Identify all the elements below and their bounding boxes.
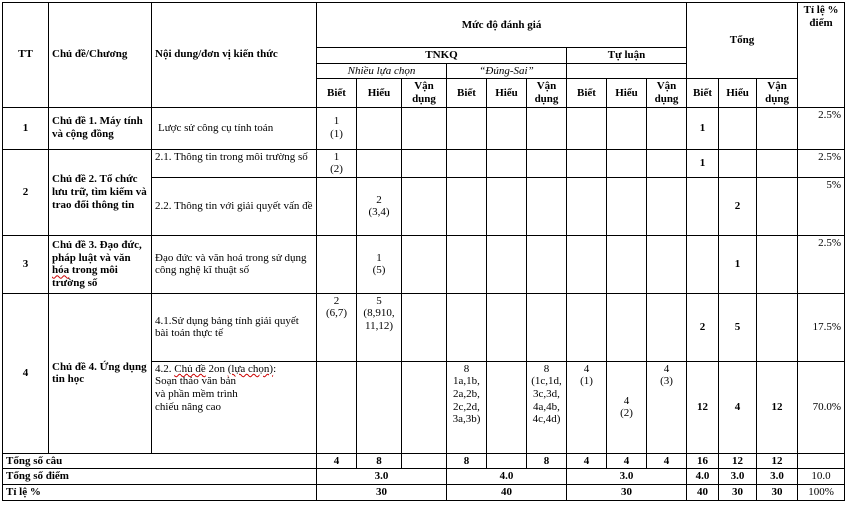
cell-nlc-biet: 1 (1) bbox=[317, 107, 357, 149]
cell-tong-hieu: 1 bbox=[719, 235, 757, 293]
total-row bbox=[3, 485, 845, 501]
header-noi-dung: Nội dung/đơn vị kiến thức bbox=[152, 3, 317, 108]
assessment-matrix-table bbox=[2, 2, 845, 501]
row-topic: Chủ đề 1. Máy tính và cộng đồng bbox=[49, 107, 152, 149]
header-tl-van-dung: Vận dụng bbox=[647, 79, 687, 107]
header-ds-van-dung: Vận dụng bbox=[527, 79, 567, 107]
header-tong-van-dung: Vận dụng bbox=[757, 79, 798, 107]
cell-nlc-biet: 1 (2) bbox=[317, 149, 357, 177]
spellcheck-flag: (lựa chọn) bbox=[227, 362, 274, 375]
cell-tong-van-dung: 12 bbox=[757, 361, 798, 453]
row-tt: 3 bbox=[3, 235, 49, 293]
cell-ti-le: 70.0% bbox=[798, 361, 845, 453]
cell-ti-le: 2.5% bbox=[798, 149, 845, 177]
total-cell: 4.0 bbox=[447, 469, 567, 485]
total-label: Tổng số câu bbox=[3, 453, 317, 469]
total-cell: 100% bbox=[798, 485, 845, 501]
spellcheck-flag: Chủ đề bbox=[174, 362, 206, 375]
cell-ti-le: 17.5% bbox=[798, 293, 845, 361]
header-tl-biet: Biết bbox=[567, 79, 607, 107]
cell-tong-hieu: 4 bbox=[719, 361, 757, 453]
row-content: 2.1. Thông tin trong môi trường số bbox=[152, 149, 317, 177]
total-row bbox=[3, 469, 845, 485]
total-cell: 4.0 bbox=[687, 469, 719, 485]
total-label: Tổng số điểm bbox=[3, 469, 317, 485]
total-cell: 3.0 bbox=[317, 469, 447, 485]
total-cell: 30 bbox=[719, 485, 757, 501]
total-cell: 30 bbox=[317, 485, 447, 501]
total-row bbox=[3, 453, 845, 469]
header-tu-luan-blank bbox=[567, 63, 687, 79]
row-content: 4.1.Sử dụng bảng tính giải quyết bài toán thực tế bbox=[152, 293, 317, 361]
header-tong-hieu: Hiểu bbox=[719, 79, 757, 107]
total-cell: 8 bbox=[357, 453, 402, 469]
cell-nlc-hieu: 5 (8,910, 11,12) bbox=[357, 293, 402, 361]
cell-ti-le: 2.5% bbox=[798, 235, 845, 293]
row-topic: Chủ đề 3. Đạo đức, pháp luật và văn hóa trong môi trường số bbox=[49, 235, 152, 293]
header-muc-do: Mức độ đánh giá bbox=[317, 3, 687, 48]
total-cell: 40 bbox=[687, 485, 719, 501]
row-topic: Chủ đề 2. Tổ chức lưu trữ, tìm kiếm và trao đổi thông tin bbox=[49, 149, 152, 235]
cell-tong-biet: 12 bbox=[687, 361, 719, 453]
total-cell: 4 bbox=[567, 453, 607, 469]
header-tt: TT bbox=[3, 3, 49, 108]
cell-tong-hieu: 2 bbox=[719, 177, 757, 235]
total-cell: 12 bbox=[719, 453, 757, 469]
total-cell: 3.0 bbox=[719, 469, 757, 485]
header-nlc-biet: Biết bbox=[317, 79, 357, 107]
header-tu-luan: Tự luận bbox=[567, 48, 687, 64]
header-nhieu-lua-chon: Nhiều lựa chọn bbox=[317, 63, 447, 79]
cell-tl-hieu: 4 (2) bbox=[607, 361, 647, 453]
total-cell: 12 bbox=[757, 453, 798, 469]
header-tong-biet: Biết bbox=[687, 79, 719, 107]
table-row bbox=[3, 149, 845, 177]
row-topic: Chủ đề 4. Ứng dụng tin học bbox=[49, 293, 152, 453]
table-row bbox=[3, 293, 845, 361]
cell-nlc-biet: 2 (6,7) bbox=[317, 293, 357, 361]
header-ti-le: Tỉ lệ % điểm bbox=[798, 3, 845, 108]
cell-tong-biet: 1 bbox=[687, 107, 719, 149]
header-nlc-hieu: Hiểu bbox=[357, 79, 402, 107]
total-cell: 30 bbox=[567, 485, 687, 501]
total-label: Tỉ lệ % bbox=[3, 485, 317, 501]
total-cell: 8 bbox=[527, 453, 567, 469]
cell-tong-biet: 2 bbox=[687, 293, 719, 361]
row-content: 4.2. Chủ đề 2on (lựa chọn): Soạn thảo văn bản và phần mềm trình chiếu nâng cao bbox=[152, 361, 317, 453]
total-cell: 4 bbox=[607, 453, 647, 469]
total-cell: 16 bbox=[687, 453, 719, 469]
header-ds-hieu: Hiểu bbox=[487, 79, 527, 107]
cell-ti-le: 5% bbox=[798, 177, 845, 235]
cell-ti-le: 2.5% bbox=[798, 107, 845, 149]
cell-tl-van-dung: 4 (3) bbox=[647, 361, 687, 453]
total-cell: 8 bbox=[447, 453, 487, 469]
total-cell: 10.0 bbox=[798, 469, 845, 485]
row-tt: 4 bbox=[3, 293, 49, 453]
row-tt: 1 bbox=[3, 107, 49, 149]
cell-nlc-hieu: 1 (5) bbox=[357, 235, 402, 293]
total-cell: 3.0 bbox=[567, 469, 687, 485]
table-row bbox=[3, 107, 845, 149]
header-tl-hieu: Hiểu bbox=[607, 79, 647, 107]
cell-nlc-hieu: 2 (3,4) bbox=[357, 177, 402, 235]
total-cell: 4 bbox=[647, 453, 687, 469]
header-tnkq: TNKQ bbox=[317, 48, 567, 64]
table-row bbox=[3, 235, 845, 293]
row-tt: 2 bbox=[3, 149, 49, 235]
header-tong: Tổng bbox=[687, 3, 798, 79]
cell-tl-biet: 4 (1) bbox=[567, 361, 607, 453]
cell-ds-biet: 8 1a,1b, 2a,2b, 2c,2d, 3a,3b) bbox=[447, 361, 487, 453]
cell-tong-hieu: 5 bbox=[719, 293, 757, 361]
total-cell: 4 bbox=[317, 453, 357, 469]
spellcheck-flag: hóa bbox=[52, 264, 70, 277]
row-content: Đạo đức và văn hoá trong sử dụng công nghệ kĩ thuật số bbox=[152, 235, 317, 293]
total-cell: 3.0 bbox=[757, 469, 798, 485]
total-cell: 30 bbox=[757, 485, 798, 501]
row-content: 2.2. Thông tin với giải quyết vấn đề bbox=[152, 177, 317, 235]
cell-tong-biet: 1 bbox=[687, 149, 719, 177]
cell-ds-van-dung: 8 (1c,1d, 3c,3d, 4a,4b, 4c,4d) bbox=[527, 361, 567, 453]
total-cell: 40 bbox=[447, 485, 567, 501]
header-ds-biet: Biết bbox=[447, 79, 487, 107]
header-dung-sai: “Đúng-Sai” bbox=[447, 63, 567, 79]
header-nlc-van-dung: Vận dụng bbox=[402, 79, 447, 107]
header-chu-de: Chủ đề/Chương bbox=[49, 3, 152, 108]
row-content: Lược sử công cụ tính toán bbox=[152, 107, 317, 149]
